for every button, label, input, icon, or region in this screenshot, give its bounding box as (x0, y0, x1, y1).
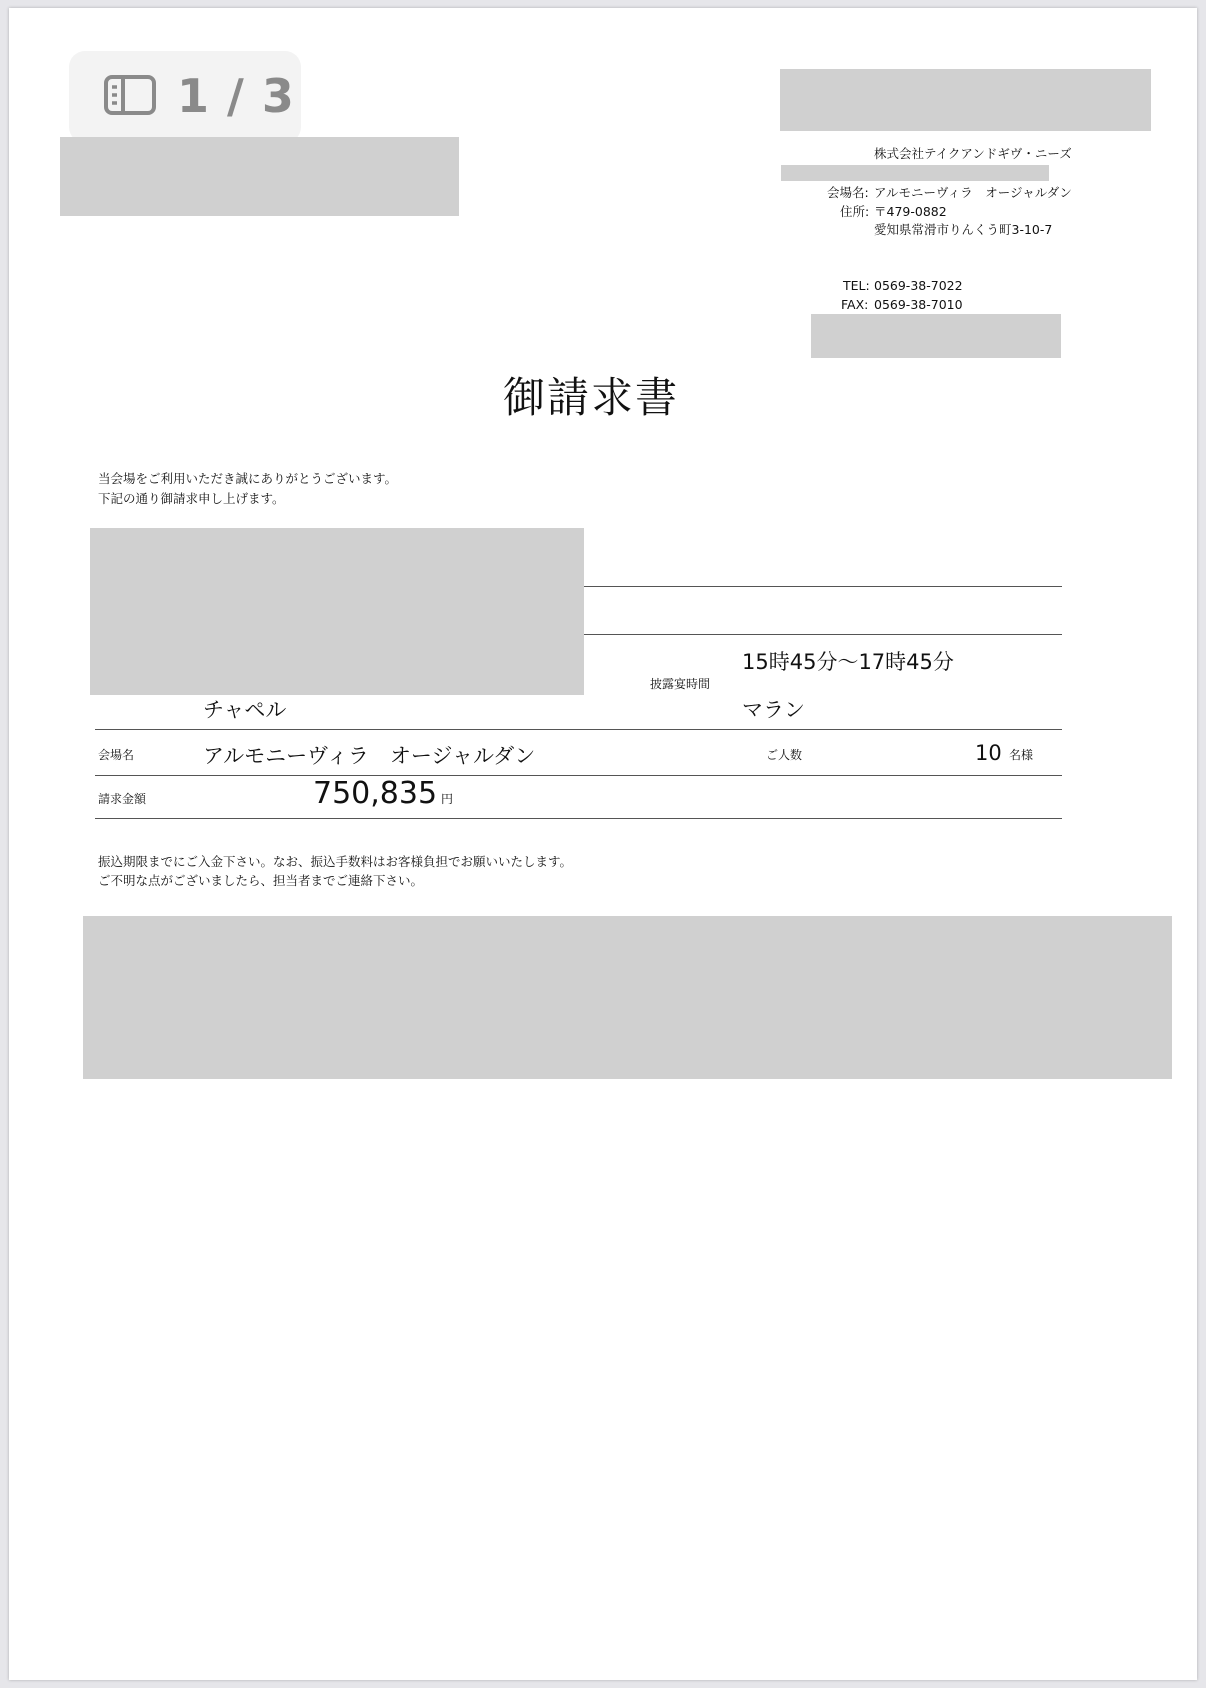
redacted-recipient (60, 137, 459, 216)
company-name: 株式会社テイクアンドギヴ・ニーズ (874, 146, 1072, 161)
table-rule (95, 818, 1062, 819)
tel-label: TEL: (843, 278, 870, 293)
reception-room: マラン (742, 698, 805, 722)
intro-line-1: 当会場をご利用いただき誠にありがとうございます。 (98, 471, 398, 486)
table-rule (95, 729, 1062, 730)
page-count: 1 / 3 (177, 69, 295, 123)
redacted-company-logo (780, 69, 1151, 131)
redacted-table-block (90, 528, 584, 695)
redacted-details-block (83, 916, 1172, 1079)
amount-unit: 円 (441, 792, 454, 806)
address-label: 住所: (840, 204, 870, 219)
guests-count: 10 (975, 741, 1002, 765)
intro-line-2: 下記の通り御請求申し上げます。 (98, 491, 285, 506)
table-rule (584, 586, 1062, 587)
guests-label: ご人数 (766, 748, 803, 762)
venue-label: 会場名: (827, 185, 869, 200)
reception-time: 15時45分～17時45分 (742, 650, 954, 674)
page-indicator[interactable] (69, 51, 301, 143)
tel-number: 0569-38-7022 (874, 278, 963, 293)
redacted-company-line (781, 165, 1049, 181)
postal-code: 〒479-0882 (874, 204, 947, 219)
fax-label: FAX: (841, 297, 869, 312)
table-rule (584, 634, 1062, 635)
ceremony-place: チャペル (203, 698, 287, 722)
guests-unit: 名様 (1009, 748, 1034, 762)
redacted-stamp (811, 314, 1061, 358)
table-rule (95, 775, 1062, 776)
note-line-2: ご不明な点がございましたら、担当者までご連絡下さい。 (98, 873, 424, 888)
venue-row-label: 会場名 (98, 748, 135, 762)
document-title: 御請求書 (503, 373, 680, 422)
venue-row-value: アルモニーヴィラ オージャルダン (203, 744, 536, 768)
document-page (9, 8, 1197, 1680)
amount-label: 請求金額 (98, 792, 147, 806)
fax-number: 0569-38-7010 (874, 297, 963, 312)
sidebar-icon (104, 75, 156, 115)
venue-name: アルモニーヴィラ オージャルダン (874, 185, 1072, 200)
reception-time-label: 披露宴時間 (650, 677, 711, 691)
address: 愛知県常滑市りんくう町3-10-7 (874, 222, 1053, 237)
amount-value: 750,835 (313, 776, 438, 811)
note-line-1: 振込期限までにご入金下さい。なお、振込手数料はお客様負担でお願いいたします。 (98, 854, 573, 869)
